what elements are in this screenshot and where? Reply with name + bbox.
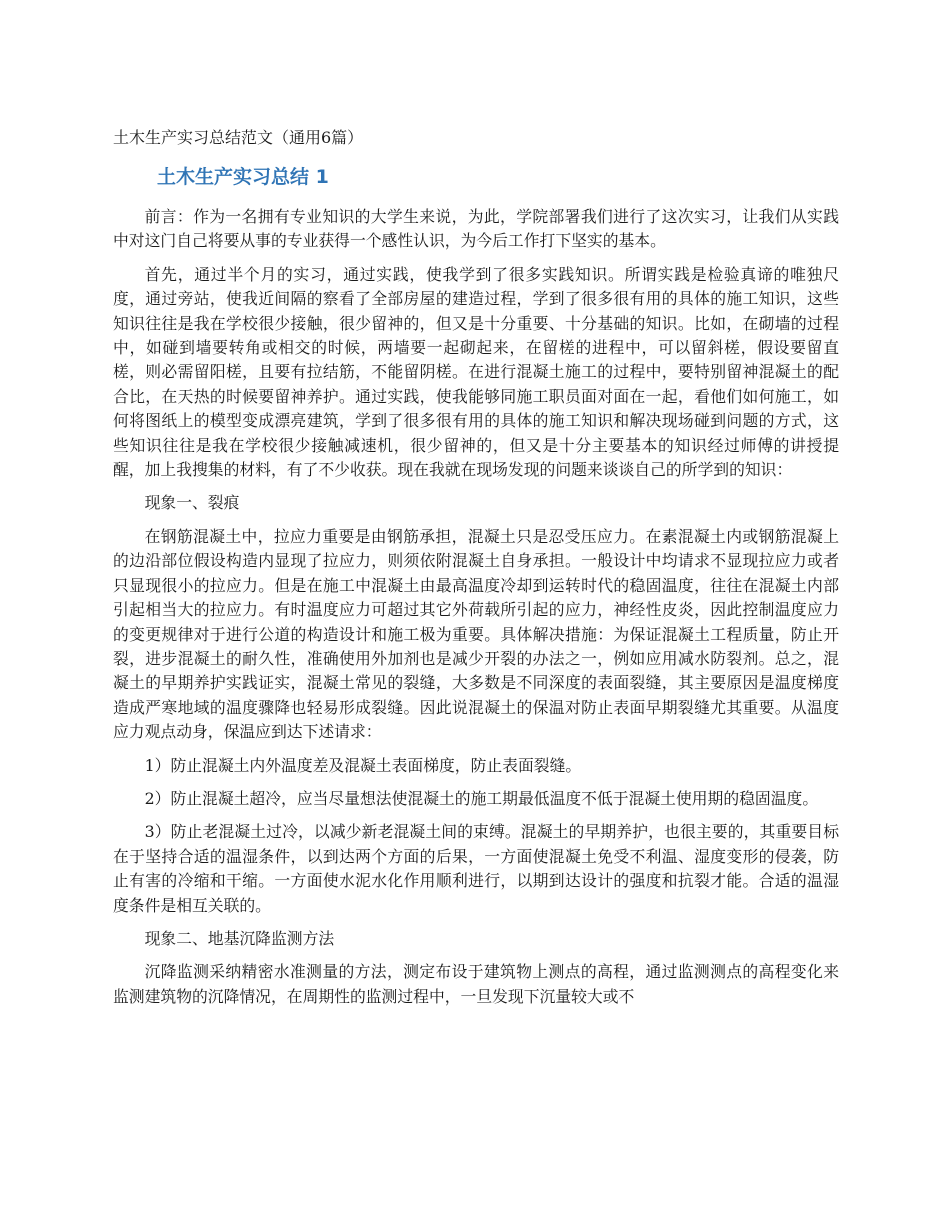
subheading-phenomenon-cracks: 现象一、裂痕 (144, 493, 240, 513)
paragraph-settlement: 沉降监测采纳精密水准测量的方法，测定布设于建筑物上测点的高程，通过监测测点的高程变化来监测建筑物的沉降情况，在周期性的监测过程中，一旦发现下沉量较大或不 (113, 962, 839, 1006)
document-title: 土木生产实习总结范文（通用6篇） (113, 128, 364, 147)
list-item-3: 3）防止老混凝土过冷，以减少新老混凝土间的束缚。混凝土的早期养护，也很主要的，其重要目标在于坚持合适的温湿条件，以到达两个方面的后果，一方面使混凝土免受不利温、湿度变形的侵袭，防止有害的冷缩和干缩。一方面使水泥水化作用顺利进行，以期到达设计的强度和抗裂才能。合适的温湿度条件是相互关联的。 (113, 822, 839, 915)
paragraph-practice-knowledge: 首先，通过半个月的实习，通过实践，使我学到了很多实践知识。所谓实践是检验真谛的唯独尺度，通过旁站，使我近间隔的察看了全部房屋的建造过程，学到了很多很有用的具体的施工知识，这些知识往往是我在学校很少接触，很少留神的，但又是十分重要、十分基础的知识。比如，在砌墙的过程中，如碰到墙要转角或相交的时候，两墙要一起砌起来，在留槎的进程中，可以留斜槎，假设要留直槎，则必需留阳槎，且要有拉结筋，不能留阴槎。在进行混凝土施工的过程中，要特别留神混凝土的配合比，在天热的时候要留神养护。通过实践，使我能够同施工职员面对面在一起，看他们如何施工，如何将图纸上的模型变成漂亮建筑，学到了很多很有用的具体的施工知识和解决现场碰到问题的方式，这些知识往往是我在学校很少接触减速机，很少留神的，但又是十分主要基本的知识经过师傅的讲授提醒，加上我搜集的材料，有了不少收获。现在我就在现场发现的问题来谈谈自己的所学到的知识： (113, 264, 839, 480)
document-body (113, 205, 839, 1018)
list-item-1: 1）防止混凝土内外温度差及混凝土表面梯度，防止表面裂缝。 (144, 755, 582, 775)
list-item-2: 2）防止混凝土超冷，应当尽量想法使混凝土的施工期最低温度不低于混凝土使用期的稳固温度。 (144, 788, 819, 808)
section-heading: 土木生产实习总结 1 (157, 166, 329, 188)
paragraph-cracks: 在钢筋混凝土中，拉应力重要是由钢筋承担，混凝土只是忍受压应力。在素混凝土内或钢筋混凝上的边沿部位假设构造内显现了拉应力，则须依附混凝土自身承担。一般设计中均请求不显现拉应力或者只显现很小的拉应力。但是在施工中混凝土由最高温度冷却到运转时代的稳固温度，往往在混凝土内部引起相当大的拉应力。有时温度应力可超过其它外荷载所引起的应力，神经性皮炎，因此控制温度应力的变更规律对于进行公道的构造设计和施工极为重要。具体解决措施：为保证混凝土工程质量，防止开裂，进步混凝土的耐久性，准确使用外加剂也是减少开裂的办法之一，例如应用减水防裂剂。总之，混凝土的早期养护实践证实，混凝土常见的裂缝，大多数是不同深度的表面裂缝，其主要原因是温度梯度造成严寒地域的温度骤降也轻易形成裂缝。因此说混凝土的保温对防止表面早期裂缝尤其重要。从温度应力观点动身，保温应到达下述请求： (113, 526, 839, 742)
paragraph-preface: 前言：作为一名拥有专业知识的大学生来说，为此，学院部署我们进行了这次实习，让我们从实践中对这门自己将要从事的专业获得一个感性认识，为今后工作打下坚实的基本。 (113, 207, 839, 251)
subheading-phenomenon-settlement: 现象二、地基沉降监测方法 (144, 928, 335, 948)
